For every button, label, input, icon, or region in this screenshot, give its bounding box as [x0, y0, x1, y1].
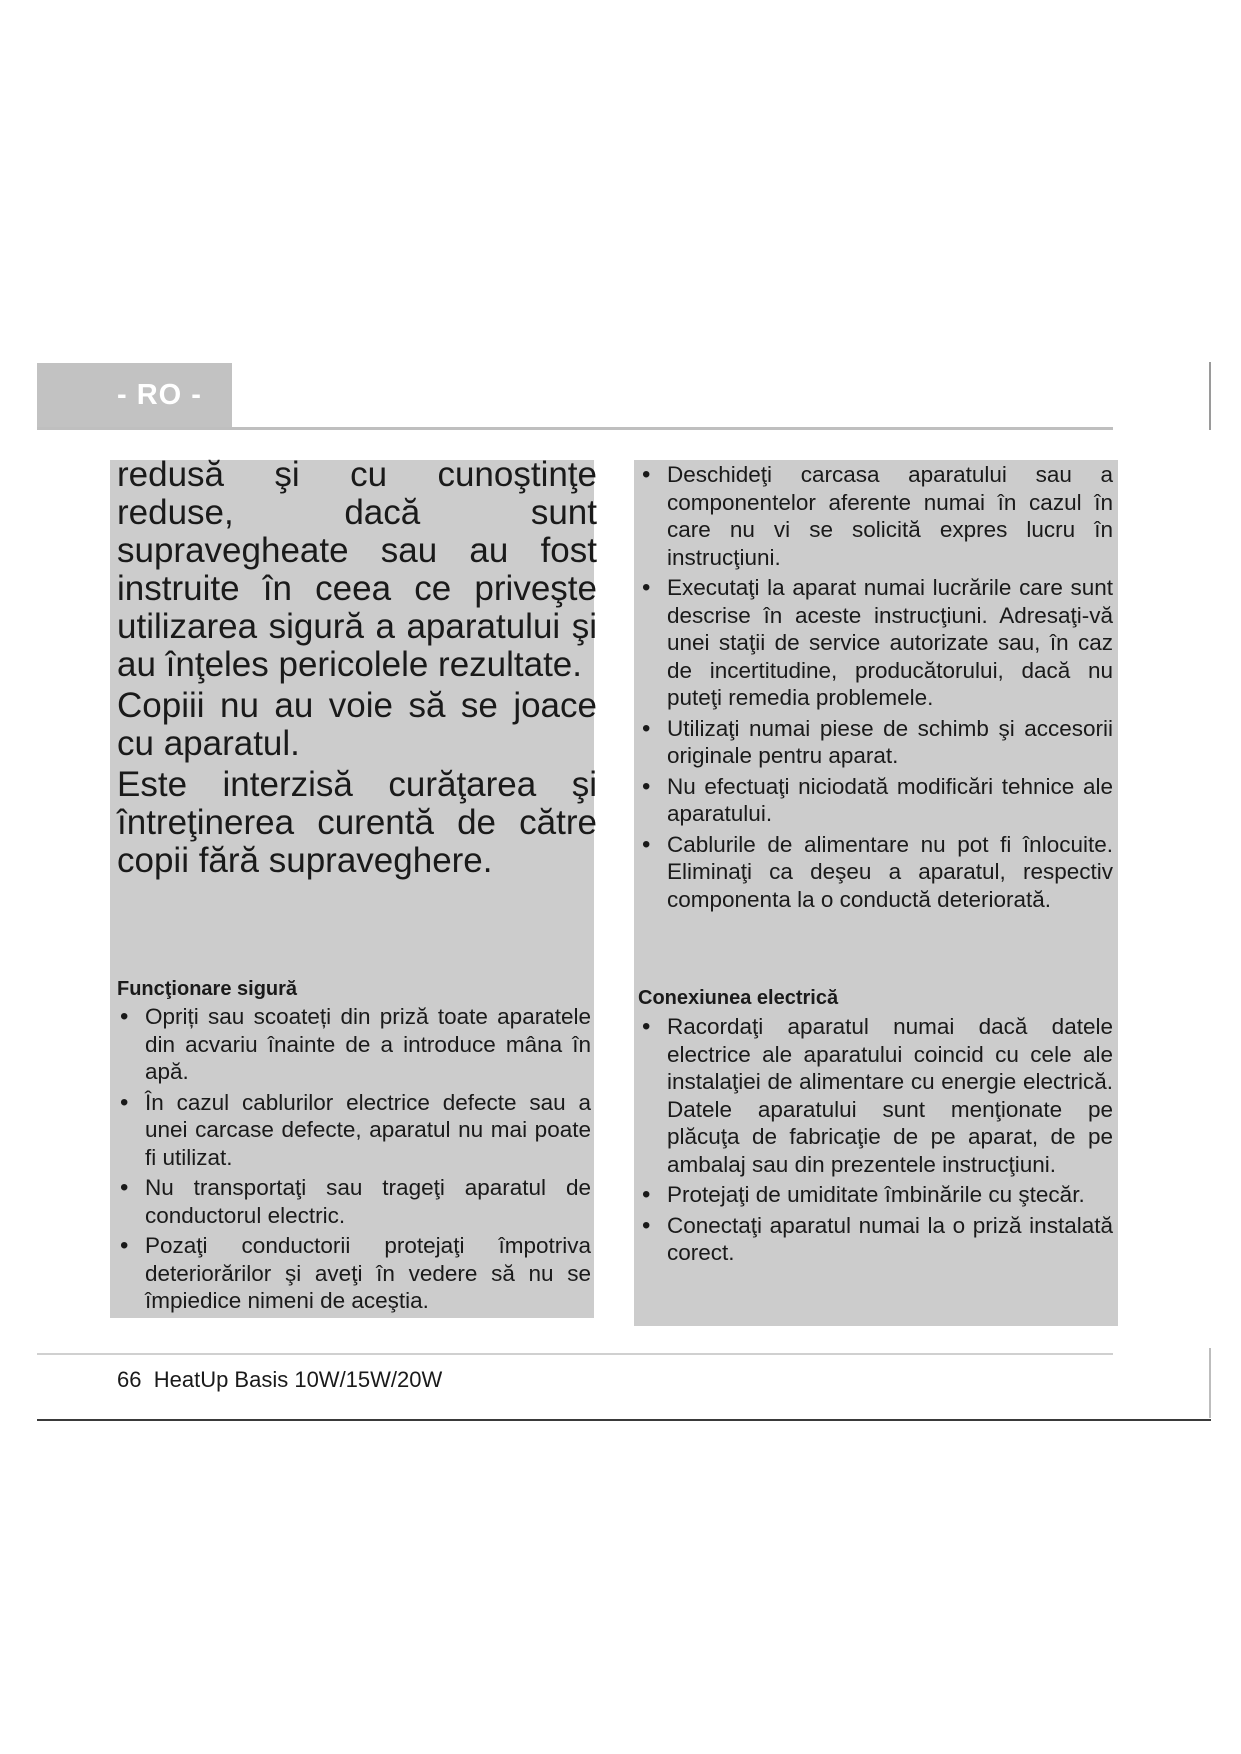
list-item: • Conectaţi aparatul numai la o priză instalată corect. [642, 1211, 1113, 1265]
list-item: • Executaţi la aparat numai lucrările care sunt descrise în aceste instrucţiuni. Adresaţi-vă unei staţii de service autorizate sau, în caz de incertitudine, producătorului, dacă nu puteţi remedia problemele. [642, 574, 1113, 710]
bottom-divider [37, 1419, 1211, 1421]
list-item: • Nu efectuaţi niciodată modificări tehnice ale aparatului. [642, 772, 1113, 826]
section-title-electrical-connection: Conexiunea electrică [638, 987, 839, 1009]
bullet-icon: • [642, 574, 651, 601]
list-item: • Pozaţi conductorii protejaţi împotriva deteriorărilor şi aveţi în vedere să nu se împiedice nimeni de aceştia. [120, 1232, 591, 1313]
intro-paragraph: Copiii nu au voie să se joace cu aparatul. [117, 686, 597, 763]
intro-paragraph: Este interzisă curăţarea şi întreţinerea curentă de către copii fără supraveghere. [117, 765, 597, 880]
bullet-icon: • [642, 1211, 651, 1239]
list-item: • Racordaţi aparatul numai dacă datele electrice ale aparatului coincid cu cele ale instalaţiei de alimentare cu energie electrică. Datele aparatului sunt menţionate pe plăcuţa de fabricaţie de pe aparat, de pe ambalaj sau din prezentele instrucţiuni. [642, 1013, 1113, 1177]
bullet-icon: • [642, 714, 651, 742]
language-tab [37, 363, 232, 427]
section-title-safe-operation: Funcţionare sigură [117, 978, 298, 1000]
intro-paragraph: redusă şi cu cunoştinţe reduse, dacă sunt supravegheate sau au fost instruite în ceea ce priveşte utilizarea sigură a aparatului şi au înţeles pericolele rezultate. [117, 455, 597, 684]
list-item: • În cazul cablurilor electrice defecte sau a unei carcase defecte, aparatul nu mai poate fi utilizat. [120, 1088, 591, 1170]
bullet-icon: • [642, 1181, 651, 1208]
product-name: HeatUp Basis 10W/15W/20W [153, 1367, 443, 1392]
page-frame-edge [1209, 362, 1211, 430]
page-number: 66 [117, 1367, 142, 1392]
list-item: • Opriți sau scoateți din priză toate aparatele din acvariu înainte de a introduce mâna în apă. [120, 1003, 591, 1084]
list-item: • Cablurile de alimentare nu pot fi înlocuite. Eliminaţi ca deşeu a aparatul, respectiv componenta la o conductă deteriorată. [642, 830, 1113, 912]
bullet-icon: • [642, 772, 651, 800]
bullet-icon: • [642, 830, 651, 858]
left-intro-text [117, 456, 597, 883]
electrical-connection-list [639, 1013, 1113, 1270]
language-label: - RO - [117, 378, 202, 411]
bullet-icon: • [120, 1232, 129, 1259]
bullet-icon: • [642, 1013, 651, 1040]
page-footer [117, 1366, 442, 1394]
list-item: • Deschideţi carcasa aparatului sau a componentelor aferente numai în cazul în care nu vi se solicită expres lucru în instrucţiuni. [642, 461, 1113, 570]
bullet-icon: • [120, 1088, 129, 1116]
safe-operation-list [117, 1003, 591, 1318]
header-divider [37, 427, 1113, 430]
list-item: • Nu transportaţi sau trageţi aparatul de conductorul electric. [120, 1174, 591, 1228]
bullet-icon: • [120, 1174, 129, 1201]
bullet-icon: • [642, 461, 651, 488]
footer-divider [37, 1353, 1113, 1355]
list-item: • Protejaţi de umiditate îmbinările cu ştecăr. [642, 1181, 1085, 1208]
list-item: • Utilizaţi numai piese de schimb şi accesorii originale pentru aparat. [642, 714, 1113, 768]
bullet-icon: • [120, 1003, 129, 1030]
page-frame-edge [1209, 1348, 1211, 1418]
maintenance-list [639, 461, 1113, 916]
